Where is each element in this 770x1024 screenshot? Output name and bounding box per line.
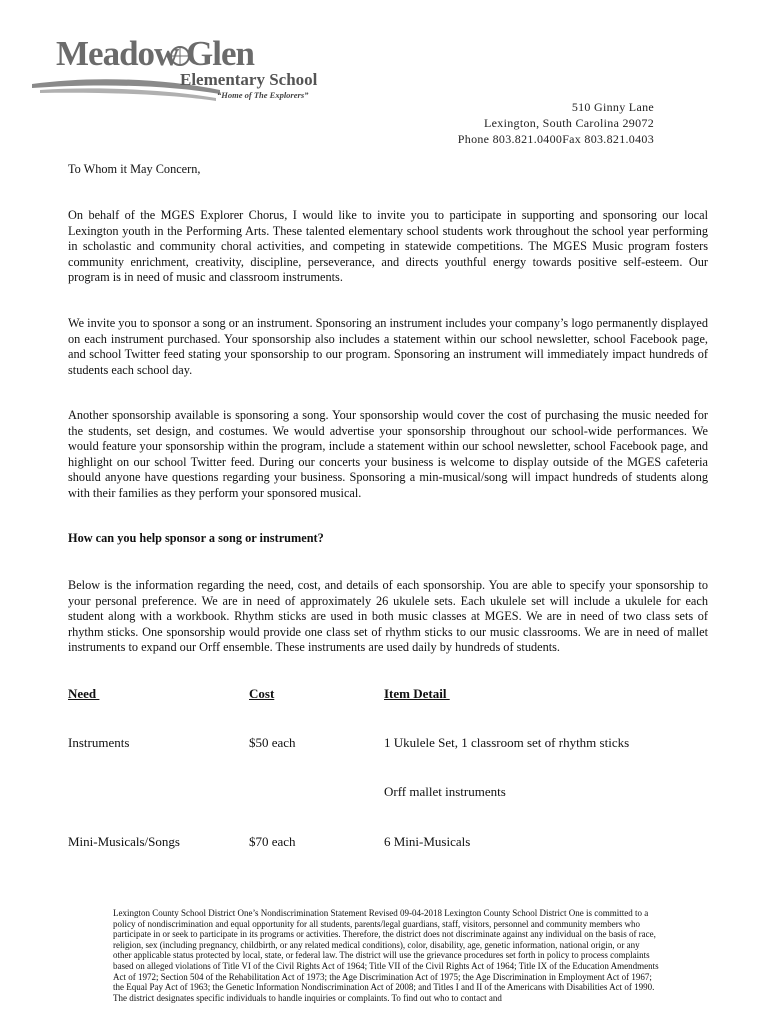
row-cost: $50 each [249,735,296,750]
school-logo [30,32,340,104]
paragraph-details: Below is the information regarding the need, cost, and details of each sponsorship. You are able to specify your sponsorship to your personal preference. We are in need of approximately 26 ukulele sets. Each ukulele set will include a ukulele for each student along with a workbook. Rhythm sticks are used in both music classes at MGES. We are in need of two class sets of rhythm sticks. One sponsorship would provide one class set of rhythm sticks to our music classrooms. We are in need of mallet instruments to expand our Orff ensemble. These instruments are used daily by hundreds of students. [68,578,708,655]
header-need: Need [68,686,100,701]
paragraph-instrument-sponsorship: We invite you to sponsor a song or an instrument. Sponsoring an instrument includes your company’s logo permanently displayed on each instrument purchased. Your sponsorship also includes a statement within our school newsletter, school Facebook page, and school Twitter feed stating your sponsorship to our program. Sponsoring an instrument will immediately impact hundreds of students each school day. [68,316,708,377]
row-cost: $70 each [249,834,296,849]
logo-subtitle: Elementary School [180,70,318,89]
row-item-detail: 1 Ukulele Set, 1 classroom set of rhythm sticks [384,735,630,750]
row-need: Mini-Musicals/Songs [68,834,180,849]
row-item-detail: Orff mallet instruments [384,784,506,799]
salutation: To Whom it May Concern, [68,162,201,176]
address-street: 510 Ginny Lane [571,100,654,114]
row-need: Instruments [68,735,130,750]
paragraph-song-sponsorship: Another sponsorship available is sponsoring a song. Your sponsorship would cover the cost of purchasing the music needed for the students, set design, and costumes. We would advertise your sponsorship throughout our school-wide performances. We would feature your sponsorship within the program, include a statement within our school newsletter, school Facebook page, and highlight on our school Twitter feed. During our concerts your business is welcome to display outside of the MGES cafeteria should anyone have questions regarding your business. Sponsoring a min-musical/song will impact hundreds of students along with their families as they perform your sponsored musical. [68,408,708,500]
header-cost: Cost [249,686,275,701]
header-item-detail: Item Detail [384,686,450,701]
logo-title: Meadow Glen [56,34,255,73]
row-item-detail: 6 Mini-Musicals [384,834,471,849]
section-heading: How can you help sponsor a song or instrument? [68,531,324,545]
nondiscrimination-statement: Lexington County School District One’s Nondiscrimination Statement Revised 09-04-2018 Lexington County School District One is committed to a policy of nondiscrimination and equal opportunity for all students, parents/legal guardians, staff, visitors, personnel and community members who participate in or seek to participate in its programs or activities. Therefore, the district does not discriminate against any individual on the basis of race, religion, sex (including pregnancy, childbirth, or any related medical conditions), color, disability, age, genetic information, national origin, or any other applicable status protected by local, state, or federal law. The district will use the grievance procedures set forth in policy to process complaints based on alleged violations of Title VI of the Civil Rights Act of 1964; Title VII of the Civil Rights Act of 1964; Title IX of the Education Amendments Act of 1972; Section 504 of the Rehabilitation Act of 1973; the Age Discrimination Act of 1975; the Age Discrimination in Employment Act of 1967; the Equal Pay Act of 1963; the Genetic Information Nondiscrimination Act of 2008; and Titles I and II of the Americans with Disabilities Act of 1990. The district designates specific individuals to handle inquiries or complaints. To find out who to contact and [113,908,659,1003]
address-phone-fax: Phone 803.821.0400Fax 803.821.0403 [457,132,654,146]
logo-tagline: “Home of The Explorers” [217,90,309,100]
school-address [458,99,654,147]
address-city: Lexington, South Carolina 29072 [484,116,654,130]
paragraph-invitation: On behalf of the MGES Explorer Chorus, I would like to invite you to participate in supporting and sponsoring our local Lexington youth in the Performing Arts. These talented elementary school students work throughout the school year performing in scholastic and community choral activities, and competing in statewide competitions. The MGES Music program fosters community enrichment, creativity, discipline, perseverance, and directs youthful energy towards positive self-esteem. Our program is in need of music and classroom instruments. [68,208,708,285]
